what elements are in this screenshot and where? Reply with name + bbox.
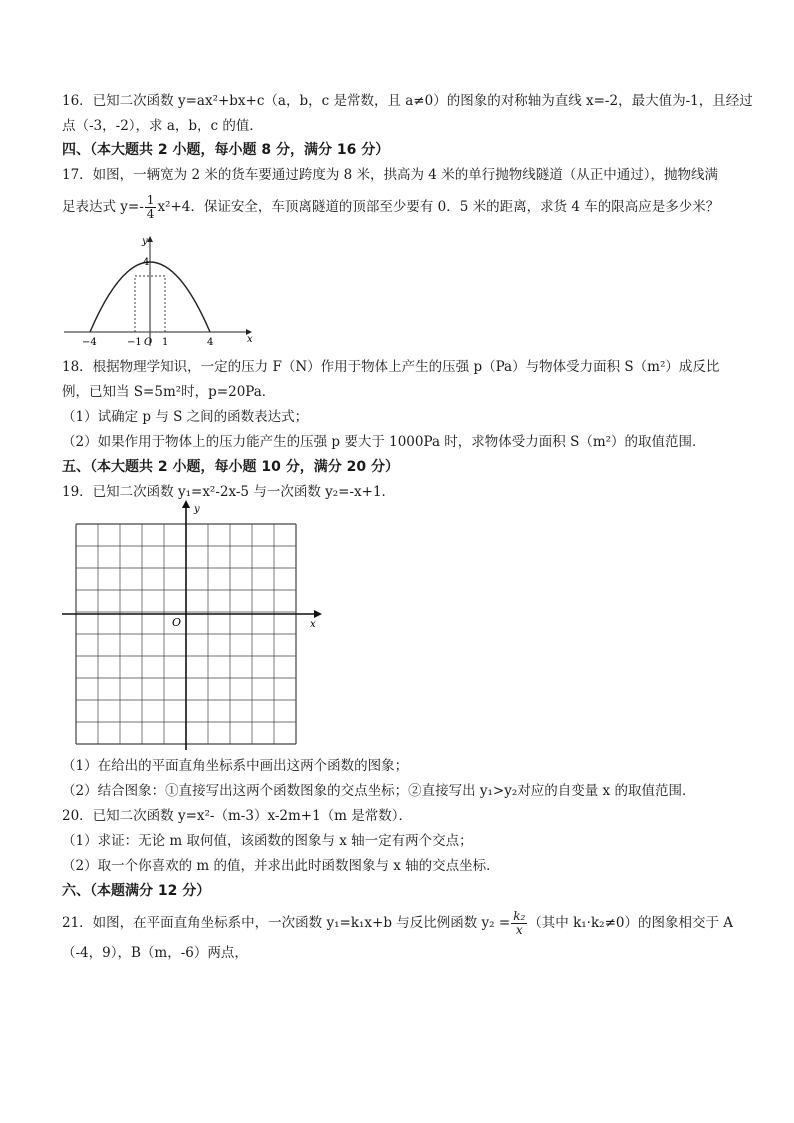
- q19-line-2: （1）在给出的平面直角坐标系中画出这两个函数的图象；: [62, 758, 409, 774]
- q19-origin: O: [172, 616, 182, 629]
- q17-line-2-part-b: x²+4．保证安全，车顶离隧道的顶部至少要有 0．5 米的距离，求货 4 车的限高应是多少米？: [157, 199, 720, 215]
- q20-line-2: （1）求证：无论 m 取何值，该函数的图象与 x 轴一定有两个交点；: [62, 833, 473, 849]
- q21-line-2: （-4，9），B（m，-6）两点，: [62, 945, 248, 961]
- q18-line-3: （1）试确定 p 与 S 之间的函数表达式；: [62, 409, 309, 425]
- q16-line-2: 点（-3，-2），求 a，b，c 的值．: [62, 118, 263, 134]
- q19-y-arrow: [182, 500, 190, 508]
- q19-line-1: 19．已知二次函数 y₁=x²-2x-5 与一次函数 y₂=-x+1．: [62, 484, 396, 500]
- q17-x-label: x: [247, 334, 253, 345]
- q20-line-1: 20．已知二次函数 y=x²-（m-3）x-2m+1（m 是常数）．: [62, 808, 413, 824]
- q21-line-1: [62, 906, 733, 940]
- q21-fraction: [511, 910, 527, 937]
- q21-line-1-part-b: （其中 k₁·k₂≠0）的图象相交于 A: [528, 915, 734, 931]
- section-6-heading: 六、（本题满分 12 分）: [62, 883, 211, 899]
- q19-x-arrow: [314, 610, 322, 618]
- q17-tick-minus1: −1: [127, 337, 142, 348]
- q18-line-4: （2）如果作用于物体上的压力能产生的压强 p 要大于 1000Pa 时，求物体受力面积 S（m²）的取值范围．: [62, 434, 706, 450]
- q17-tick-minus4: −4: [82, 337, 97, 348]
- q17-line-2: [62, 192, 719, 222]
- section-5-heading: 五、（本大题共 2 小题，每小题 10 分，满分 20 分）: [62, 459, 399, 475]
- q17-fraction-numerator: 1: [146, 193, 155, 207]
- q20-line-3: （2）取一个你喜欢的 m 的值，并求出此时函数图象与 x 轴的交点坐标．: [62, 858, 500, 874]
- q17-fraction-denominator: 4: [146, 207, 155, 221]
- q19-coordinate-grid: [62, 500, 324, 752]
- q17-tick-1: 1: [162, 337, 169, 348]
- q17-tick-4: 4: [207, 337, 214, 348]
- q18-line-1: 18．根据物理学知识，一定的压力 F（N）作用于物体上产生的压强 p（Pa）与物体受力面积 S（m²）成反比: [62, 359, 720, 375]
- q17-fraction: [145, 194, 157, 221]
- q16-line-1: 16．已知二次函数 y=ax²+bx+c（a，b，c 是常数，且 a≠0）的图象的对称轴为直线 x=-2，最大值为-1，且经过: [62, 93, 753, 109]
- q17-top-label: 4: [143, 257, 150, 268]
- q18-line-2: 例，已知当 S=5m²时，p=20Pa．: [62, 384, 276, 400]
- q17-y-arrow: [147, 236, 153, 242]
- q17-origin: O: [144, 337, 153, 348]
- q19-line-3: （2）结合图象：①直接写出这两个函数图象的交点坐标；②直接写出 y₁>y₂对应的自变量 x 的取值范围．: [62, 783, 696, 799]
- q17-tunnel-figure: [64, 234, 254, 350]
- q21-line-1-part-a: 21．如图，在平面直角坐标系中，一次函数 y₁=k₁x+b 与反比例函数 y₂ =: [62, 915, 511, 931]
- q21-fraction-denominator: x: [515, 923, 523, 937]
- q21-fraction-numerator: k₂: [513, 909, 526, 923]
- q17-y-label: y: [142, 236, 148, 247]
- q19-x-label: x: [310, 619, 316, 630]
- q19-y-label: y: [194, 504, 200, 515]
- q17-line-1: 17．如图，一辆宽为 2 米的货车要通过跨度为 8 米，拱高为 4 米的单行抛物线隧道（从正中通过），抛物线满: [62, 167, 718, 183]
- section-4-heading: 四、（本大题共 2 小题，每小题 8 分，满分 16 分）: [62, 142, 390, 158]
- q17-line-2-part-a: 足表达式 y=-: [62, 199, 144, 215]
